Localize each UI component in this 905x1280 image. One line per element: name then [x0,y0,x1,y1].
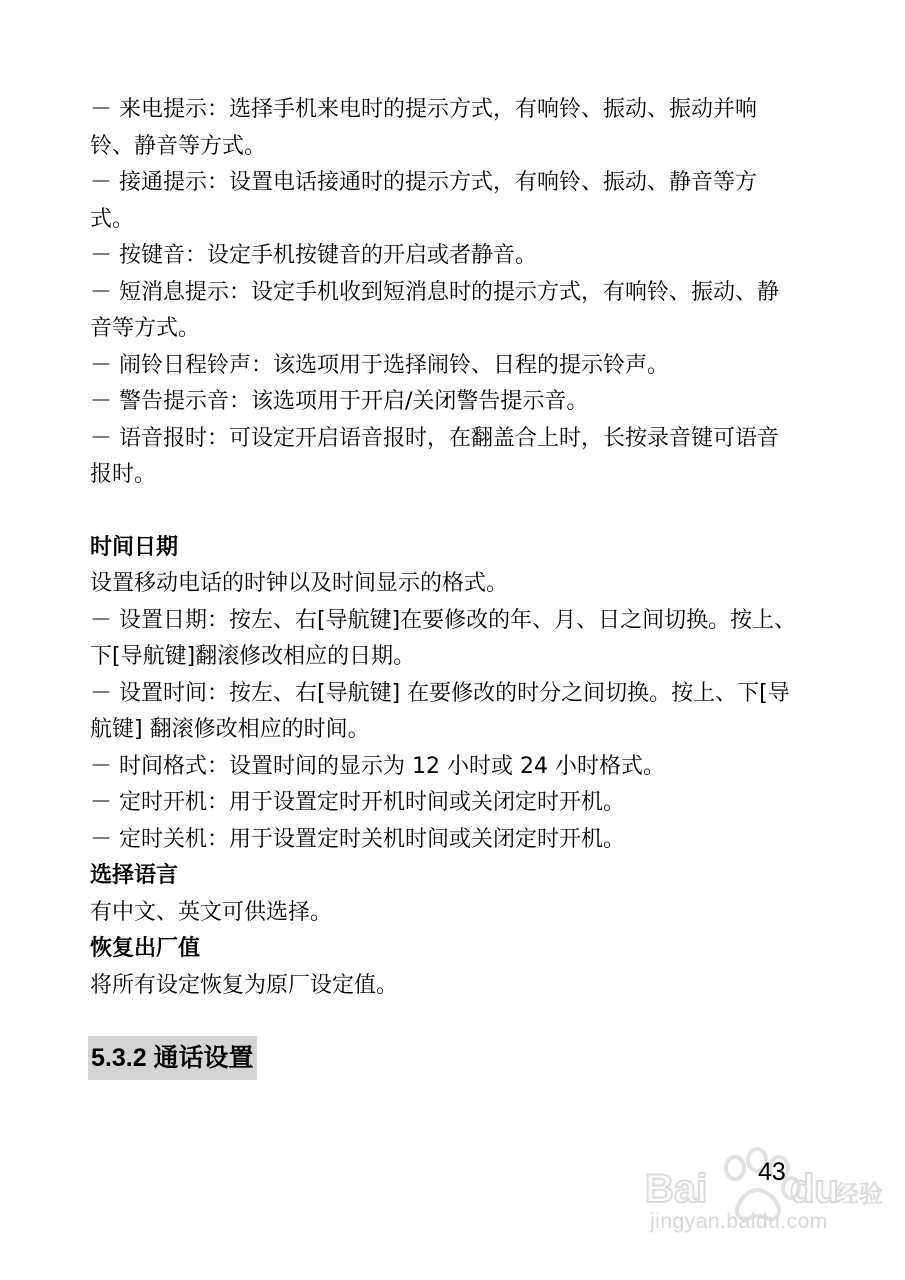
heading-time-date: 时间日期 [90,534,179,560]
list-item-auto-power-on: － 定时开机：用于设置定时开机时间或关闭定时开机。 [90,790,625,815]
factory-reset-text: 将所有设定恢复为原厂设定值。 [90,972,399,998]
language-text: 有中文、英文可供选择。 [90,899,333,925]
page-number: 43 [758,1158,786,1186]
list-item-set-date: － 设置日期：按左、右[导航键]在要修改的年、月、日之间切换。按上、下[导航键]翻滚修改相应的日期。 [90,607,797,669]
heading-factory-reset: 恢复出厂值 [90,936,201,961]
list-item-set-time: － 设置时间：按左、右[导航键] 在要修改的时分之间切换。按上、下[导航键] 翻滚修改相应的时间。 [90,680,790,742]
list-item-incoming-call: － 来电提示：选择手机来电时的提示方式，有响铃、振动、振动并响铃、静音等方式。 [90,97,757,159]
list-item-auto-power-off: － 定时关机：用于设置定时关机时间或关闭定时开机。 [90,826,625,852]
list-item-alarm-ringtone: － 闹铃日程铃声：该选项用于选择闹铃、日程的提示铃声。 [90,352,669,378]
svg-text:du: du [790,1167,839,1211]
spacer [90,494,800,530]
page-content [90,92,800,1004]
time-date-intro: 设置移动电话的时钟以及时间显示的格式。 [90,571,509,596]
list-item-voice-time: － 语音报时：可设定开启语音报时，在翻盖合上时，长按录音键可语音报时。 [90,425,779,487]
svg-text:Bai: Bai [645,1167,708,1211]
list-item-sms-alert: － 短消息提示：设定手机收到短消息时的提示方式，有响铃、振动、静音等方式。 [90,279,779,341]
list-item-time-format: － 时间格式：设置时间的显示为 12 小时或 24 小时格式。 [90,753,665,779]
list-item-warning-tone: － 警告提示音：该选项用于开启/关闭警告提示音。 [90,389,589,414]
svg-text:经验: 经验 [835,1180,883,1208]
watermark-url: jingyan.baidu.com [650,1210,828,1233]
heading-language: 选择语言 [90,863,179,888]
list-item-key-tone: － 按键音：设定手机按键音的开启或者静音。 [90,243,537,268]
section-title: 5.3.2 通话设置 [88,1036,257,1080]
list-item-connect-alert: － 接通提示：设置电话接通时的提示方式，有响铃、振动、静音等方式。 [90,170,757,232]
